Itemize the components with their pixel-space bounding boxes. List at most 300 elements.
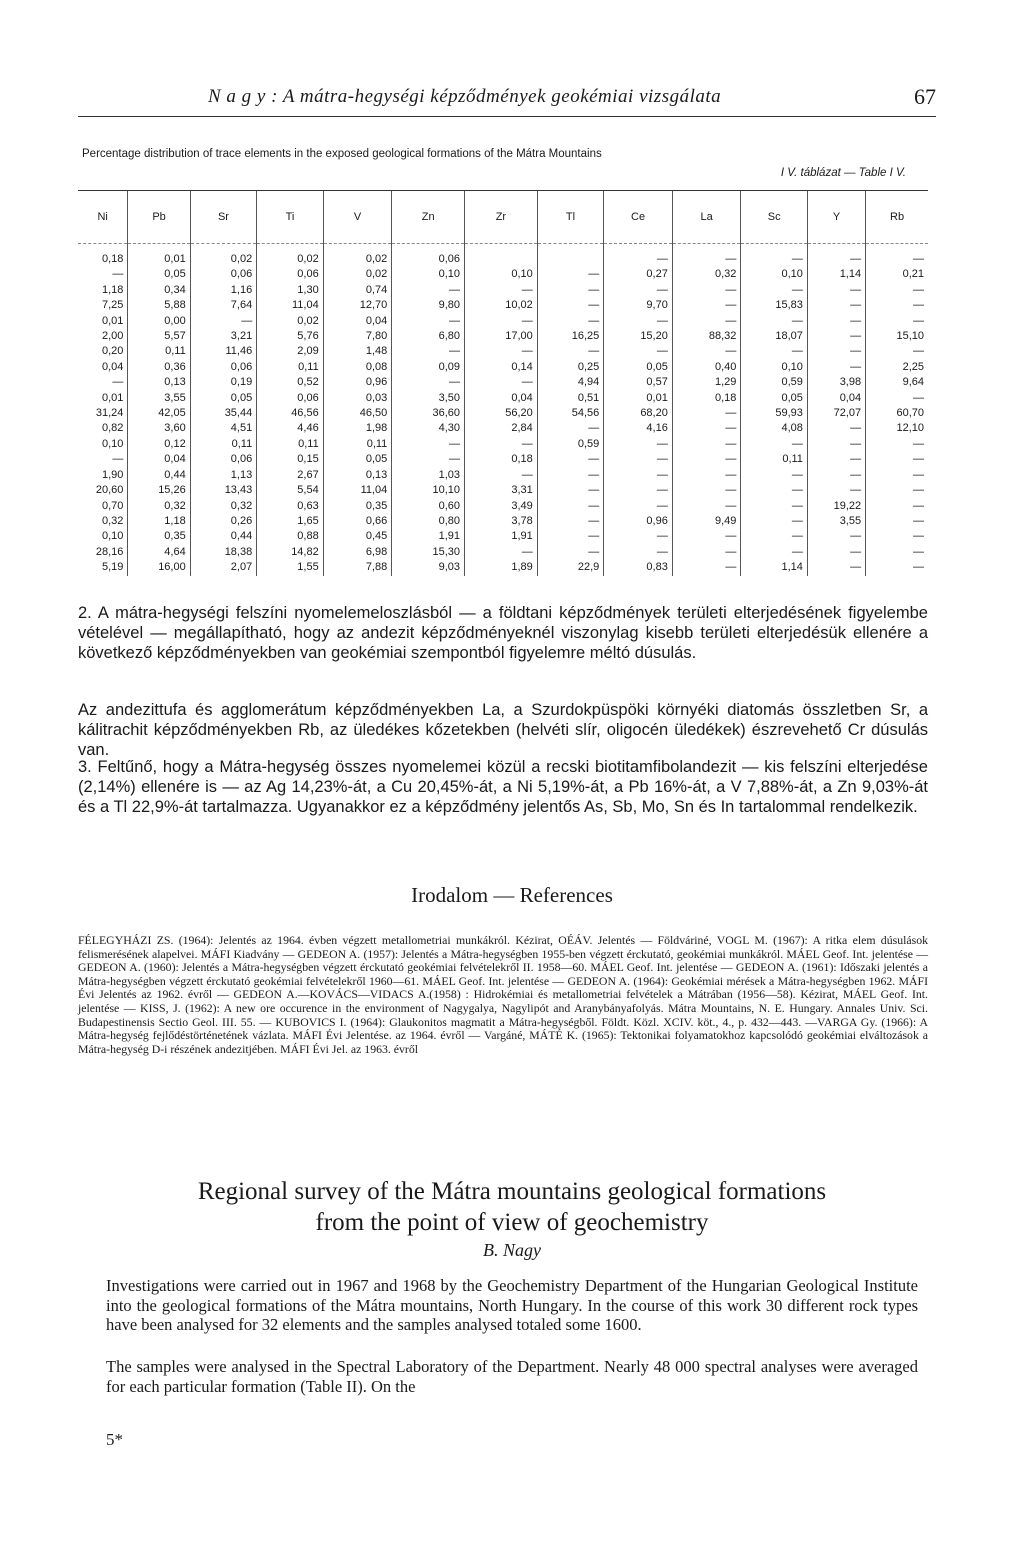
table-cell: 18,07 — [741, 329, 808, 344]
table-cell: 1,03 — [392, 468, 465, 483]
table-cell: 60,70 — [866, 406, 928, 421]
table-cell: 0,01 — [128, 244, 190, 268]
table-cell: — — [604, 499, 673, 514]
table-cell: 0,06 — [190, 267, 257, 282]
table-cell: 17,00 — [465, 329, 538, 344]
table-cell: 14,82 — [257, 545, 324, 560]
table-cell: 0,06 — [190, 452, 257, 467]
table-cell: 10,02 — [465, 298, 538, 313]
table-cell: 0,04 — [807, 391, 865, 406]
table-cell: 3,31 — [465, 483, 538, 498]
table-row — [78, 391, 928, 406]
table-cell: 1,48 — [323, 344, 392, 359]
table-cell: 1,89 — [465, 560, 538, 575]
table-cell: — — [392, 344, 465, 359]
table-cell: — — [741, 283, 808, 298]
table-cell: 2,07 — [190, 560, 257, 575]
table-cell: 2,84 — [465, 421, 538, 436]
table-row — [78, 267, 928, 282]
table-cell: 0,27 — [604, 267, 673, 282]
table-cell: — — [807, 560, 865, 575]
table-cell: 0,01 — [604, 391, 673, 406]
table-cell: — — [537, 267, 604, 282]
table-cell: — — [112, 376, 124, 389]
table-cell: — — [866, 468, 928, 483]
table-cell: — — [604, 314, 673, 329]
table-cell: 0,11 — [257, 360, 324, 375]
table-cell: 9,64 — [866, 375, 928, 390]
table-row — [78, 344, 928, 359]
table-row — [78, 406, 928, 421]
table-cell: — — [807, 437, 865, 452]
table-number: I V. táblázat — Table I V. — [780, 167, 906, 179]
table-row — [78, 545, 928, 560]
table-cell: 7,80 — [323, 329, 392, 344]
table-cell: — — [741, 437, 808, 452]
table-cell: 2,25 — [866, 360, 928, 375]
table-cell: 0,01 — [101, 391, 124, 404]
table-cell: 0,36 — [128, 360, 190, 375]
table-cell: — — [866, 437, 928, 452]
table-cell: — — [807, 529, 865, 544]
table-cell: — — [604, 468, 673, 483]
table-cell: 0,04 — [101, 360, 124, 373]
table-cell: 1,98 — [323, 421, 392, 436]
table-cell: — — [807, 468, 865, 483]
table-cell: — — [741, 545, 808, 560]
table-cell: 12,70 — [323, 298, 392, 313]
table-cell: 16,25 — [537, 329, 604, 344]
table-cell: 0,02 — [257, 244, 324, 268]
table-row — [78, 283, 928, 298]
table-cell: 19,22 — [807, 499, 865, 514]
paragraph-hu-2: Az andezittufa és agglomerátum képződményekben La, a Szurdokpüspöki környéki diatomás összletben Sr, a kálitrachit képződményekben Rb, az üledékes kőzetekben (helvéti slír, oligocén üledékek) észrevehető Cr dúsulás van. — [78, 701, 928, 759]
table-cell: — — [537, 344, 604, 359]
table-cell: 0,32 — [128, 499, 190, 514]
table-cell: — — [537, 283, 604, 298]
table-cell: 0,74 — [323, 283, 392, 298]
table-cell: 5,54 — [257, 483, 324, 498]
table-cell: 1,13 — [190, 468, 257, 483]
table-cell: 0,02 — [257, 314, 324, 329]
table-cell: — — [807, 283, 865, 298]
table-cell: — — [807, 314, 865, 329]
table-cell: 0,51 — [537, 391, 604, 406]
table-row — [78, 298, 928, 313]
page-number: 67 — [914, 84, 936, 109]
table-cell: 0,03 — [323, 391, 392, 406]
table-cell: — — [465, 314, 538, 329]
table-cell: — — [672, 483, 741, 498]
table-cell: 2,00 — [101, 330, 124, 343]
table-cell: 0,96 — [604, 514, 673, 529]
table-cell: 0,57 — [604, 375, 673, 390]
table-cell: 68,20 — [604, 406, 673, 421]
table-cell: 42,05 — [128, 406, 190, 421]
table-cell: 1,91 — [392, 529, 465, 544]
table-cell: — — [741, 344, 808, 359]
table-cell: 0,25 — [537, 360, 604, 375]
table-cell: 0,01 — [101, 314, 124, 327]
table-cell: — — [866, 514, 928, 529]
table-cell: 1,65 — [257, 514, 324, 529]
table-cell: — — [807, 329, 865, 344]
table-cell: 15,10 — [866, 329, 928, 344]
table-cell: 88,32 — [672, 329, 741, 344]
table-cell: — — [672, 560, 741, 575]
table-cell: 7,64 — [190, 298, 257, 313]
table-row — [78, 421, 928, 436]
table-cell: — — [807, 452, 865, 467]
column-header: Rb — [866, 191, 928, 244]
table-cell: — — [741, 514, 808, 529]
english-title-line-1: Regional survey of the Mátra mountains geological formations — [197, 1178, 827, 1205]
running-title: N a g y : A mátra-hegységi képződmények geokémiai vizsgálata — [208, 86, 722, 107]
table-row — [78, 529, 928, 544]
table-cell: 1,30 — [257, 283, 324, 298]
references-heading: Irodalom — References — [411, 883, 613, 907]
table-cell: — — [392, 437, 465, 452]
table-cell: 0,10 — [392, 267, 465, 282]
table-cell: — — [672, 452, 741, 467]
column-header: Ce — [604, 191, 673, 244]
table-cell: 59,93 — [741, 406, 808, 421]
table-cell: 6,80 — [392, 329, 465, 344]
table-cell: 0,06 — [392, 244, 465, 268]
table-cell: — — [604, 483, 673, 498]
table-cell: — — [465, 468, 538, 483]
table-cell: 0,10 — [741, 267, 808, 282]
table-cell: 0,35 — [323, 499, 392, 514]
table-cell: 0,11 — [257, 437, 324, 452]
table-cell: 20,60 — [95, 484, 124, 497]
table-cell: 0,59 — [741, 375, 808, 390]
table-cell: 0,04 — [465, 391, 538, 406]
column-header: La — [672, 191, 741, 244]
table-cell: 0,10 — [465, 267, 538, 282]
table-cell: — — [866, 391, 928, 406]
table-cell: 1,16 — [190, 283, 257, 298]
references-text: FÉLEGYHÁZI ZS. (1964): Jelentés az 1964. évben végzett metallometriai munkákról. Kézirat, OÉÁV. Jelentés — Földváriné, VOGL M. (1967): A ritka elem dúsulások felismerésének alapelvei. MÁFI Kiadvány — GEDEON A. (1957): Jelentés a Mátra-hegységben 1955-ben végzett érckutató, geokémiai munkákról. MÁEL Geof. Int. jelentése — GEDEON A. (1960): Jelentés a Mátra-hegységben végzett érckutató geokémiai felvételekről II. 1958—60. MÁEL Geof. Int. jelentése — GEDEON A. (1961): Időszaki jelentés a Mátra-hegységben végzett érckutató geokémiai felvételekről 1960—61. MÁEL Geof. Int. jelentése — GEDEON A. (1964): Geokémiai mérések a Mátra-hegységben 1962. MÁFI Évi Jelentés az 1962. évről — GEDEON A.—KOVÁCS—VIDACS A.(1958) : Hidrokémiai és metallometriai felvételek a Mátrában (1956—58). Kézirat, MÁEL Geof. Int. jelentése — KISS, J. (1962): A new ore occurence in the environment of Nagygalya, Nagylipót and Aranybányafolyás. Mátra Mountains, N. E. Hungary. Annales Univ. Sci. Budapestinensis Sectio Geol. III. 55. — KUBOVICS I. (1964): Glaukonitos magmatit a Mátra-hegységből. Földt. Közl. XCIV. köt., 4., p. 432—443. —VARGA Gy. (1966): A Mátra-hegység fejlődéstörténetének vázlata. MÁFI Évi Jelentése. az 1964. évről — Vargáné, MÁTÉ K. (1965): Tektonikai folyamatokhoz kapcsolódó geokémiai elváltozások a Mátra-hegység D-i részének andezitjében. MÁFI Évi Jel. az 1963. évről — [78, 933, 928, 1056]
table-cell: — — [537, 545, 604, 560]
table-cell: 0,12 — [128, 437, 190, 452]
table-cell: — — [112, 453, 124, 466]
column-header: V — [323, 191, 392, 244]
table-cell: 0,20 — [101, 345, 124, 358]
table-cell: 10,10 — [392, 483, 465, 498]
paragraph-en-2: The samples were analysed in the Spectral Laboratory of the Department. Nearly 48 000 spectral analyses were averaged for each particular formation (Table II). On the — [106, 1357, 918, 1396]
table-cell: — — [537, 314, 604, 329]
table-cell: 0,26 — [190, 514, 257, 529]
table-cell — [465, 244, 538, 268]
table-cell: 3,55 — [807, 514, 865, 529]
table-cell: — — [672, 406, 741, 421]
table-cell: 0,02 — [323, 244, 392, 268]
column-header: Zn — [392, 191, 465, 244]
table-cell: — — [604, 344, 673, 359]
table-cell: — — [604, 283, 673, 298]
table-cell: 2,67 — [257, 468, 324, 483]
table-cell: 0,06 — [190, 360, 257, 375]
table-cell: — — [465, 283, 538, 298]
table-cell: 1,91 — [465, 529, 538, 544]
table-cell: 0,88 — [257, 529, 324, 544]
table-cell: — — [604, 545, 673, 560]
table-cell: 54,56 — [537, 406, 604, 421]
table-cell: 0,10 — [101, 530, 124, 543]
table-cell: 0,05 — [128, 267, 190, 282]
table-cell: 1,18 — [128, 514, 190, 529]
table-cell: — — [866, 298, 928, 313]
table-cell: — — [392, 283, 465, 298]
table-cell: 0,18 — [672, 391, 741, 406]
table-cell: 0,09 — [392, 360, 465, 375]
table-cell: 3,60 — [128, 421, 190, 436]
table-cell: — — [672, 283, 741, 298]
table-cell: — — [190, 314, 257, 329]
table-cell: — — [866, 499, 928, 514]
table-cell: 72,07 — [807, 406, 865, 421]
table-cell: 4,46 — [257, 421, 324, 436]
table-cell: 46,50 — [323, 406, 392, 421]
table-row — [78, 499, 928, 514]
table-cell: 4,64 — [128, 545, 190, 560]
table-cell: — — [807, 545, 865, 560]
table-cell: 0,21 — [866, 267, 928, 282]
table-cell: 1,14 — [741, 560, 808, 575]
table-cell: — — [537, 421, 604, 436]
table-cell: 0,44 — [190, 529, 257, 544]
table-cell: 6,98 — [323, 545, 392, 560]
table-row — [78, 314, 928, 329]
table-cell: 0,05 — [741, 391, 808, 406]
table-cell: 4,16 — [604, 421, 673, 436]
table-row — [78, 244, 928, 268]
table-cell: — — [807, 483, 865, 498]
table-cell: — — [465, 545, 538, 560]
table-cell: 9,70 — [604, 298, 673, 313]
table-cell: — — [866, 283, 928, 298]
table-cell: — — [537, 468, 604, 483]
paragraph-hu-1: 2. A mátra-hegységi felszíni nyomelemeloszlásból — a földtani képződmények területi elterjedésének figyelembe vételével — megállapítható, hogy az andezit képződményeknél viszonylag kisebb területi elterjedésük ellenére a következő képződményekben van geokémiai szempontból figyelemre méltó dúsulás. — [78, 604, 928, 662]
table-row — [78, 452, 928, 467]
table-cell: 0,32 — [672, 267, 741, 282]
table-cell: 3,98 — [807, 375, 865, 390]
table-cell: — — [866, 244, 928, 268]
table-cell: 0,40 — [672, 360, 741, 375]
table-cell: — — [537, 452, 604, 467]
table-cell: — — [866, 529, 928, 544]
table-cell: — — [465, 375, 538, 390]
table-cell: 0,19 — [190, 375, 257, 390]
column-header: Zr — [465, 191, 538, 244]
table-cell: 0,08 — [323, 360, 392, 375]
table-row — [78, 329, 928, 344]
table-cell: 0,13 — [128, 375, 190, 390]
table-cell: 5,57 — [128, 329, 190, 344]
table-row — [78, 483, 928, 498]
english-title — [0, 1176, 1024, 1238]
table-cell: — — [741, 468, 808, 483]
table-cell: — — [672, 421, 741, 436]
table-cell: — — [807, 421, 865, 436]
table-cell: 15,30 — [392, 545, 465, 560]
table-cell: — — [807, 244, 865, 268]
table-cell: — — [465, 437, 538, 452]
table-cell: 0,10 — [101, 437, 124, 450]
table-cell: 9,03 — [392, 560, 465, 575]
table-cell: 11,46 — [190, 344, 257, 359]
table-cell: — — [392, 452, 465, 467]
table-cell: — — [604, 244, 673, 268]
table-cell: 3,49 — [465, 499, 538, 514]
table-row — [78, 360, 928, 375]
table-cell: 2,09 — [257, 344, 324, 359]
table-cell: 0,14 — [465, 360, 538, 375]
table-cell: — — [604, 452, 673, 467]
table-cell: 0,05 — [604, 360, 673, 375]
english-title-line-2: from the point of view of geochemistry — [315, 1209, 709, 1236]
table-cell: — — [672, 529, 741, 544]
table-cell: — — [741, 529, 808, 544]
table-cell: — — [392, 314, 465, 329]
table-cell: — — [672, 437, 741, 452]
table-cell: — — [672, 298, 741, 313]
table-cell: 4,30 — [392, 421, 465, 436]
author: B. Nagy — [483, 1240, 541, 1260]
table-cell: 3,78 — [465, 514, 538, 529]
table-row — [78, 514, 928, 529]
table-cell: 3,55 — [128, 391, 190, 406]
table-cell: 4,94 — [537, 375, 604, 390]
table-cell: 5,88 — [128, 298, 190, 313]
table-cell: 22,9 — [537, 560, 604, 575]
table-cell: 3,50 — [392, 391, 465, 406]
table-cell: 0,44 — [128, 468, 190, 483]
table-cell: 9,80 — [392, 298, 465, 313]
paragraph-hu-3: 3. Feltűnő, hogy a Mátra-hegység összes nyomelemei közül a recski biotitamfibolandezit — kis felszíni elterjedése (2,14%) ellenére is — az Ag 14,23%-át, a Cu 20,45%-át, a Ni 5,19%-át, a Pb 16%-át, a V 7,88%-át, a Zn 9,03%-át és a Tl 22,9%-át tartalmazza. Ugyanakkor ez a képződmény jelentős As, Sb, Mo, Sn és In tartalommal rendelkezik. — [78, 758, 928, 816]
table-cell: 9,49 — [672, 514, 741, 529]
table-cell: 0,32 — [190, 499, 257, 514]
table-cell: — — [807, 360, 865, 375]
table-cell: — — [465, 344, 538, 359]
paragraph-en-1: Investigations were carried out in 1967 and 1968 by the Geochemistry Department of the Hungarian Geological Institute into the geological formations of the Mátra mountains, North Hungary. In the course of this work 30 different rock types have been analysed for 32 elements and the samples analysed totaled some 1600. — [106, 1276, 918, 1335]
table-cell: 7,25 — [101, 299, 124, 312]
table-body — [78, 244, 928, 576]
table-cell: 0,63 — [257, 499, 324, 514]
table-cell: 0,04 — [128, 452, 190, 467]
table-cell: 0,83 — [604, 560, 673, 575]
table-cell: — — [741, 314, 808, 329]
table-cell: 31,24 — [95, 407, 124, 420]
table-cell: 0,02 — [323, 267, 392, 282]
column-header: Sc — [741, 191, 808, 244]
column-header: Ni — [78, 191, 128, 244]
table-header-row — [78, 191, 928, 244]
table-cell: — — [537, 529, 604, 544]
table-row — [78, 375, 928, 390]
table-cell: 0,13 — [323, 468, 392, 483]
table-cell: 18,38 — [190, 545, 257, 560]
table-cell: 1,90 — [101, 468, 124, 481]
table-cell: 0,11 — [741, 452, 808, 467]
table-cell: 0,05 — [323, 452, 392, 467]
table-cell: — — [741, 244, 808, 268]
table-cell: 0,11 — [323, 437, 392, 452]
column-header: Y — [807, 191, 865, 244]
table-cell: — — [866, 314, 928, 329]
signature-mark: 5* — [106, 1430, 123, 1449]
table-cell: 0,18 — [101, 253, 124, 265]
table-cell: 1,18 — [101, 283, 124, 296]
table-cell: 4,51 — [190, 421, 257, 436]
table-cell: — — [672, 499, 741, 514]
table-cell: 28,16 — [95, 545, 124, 558]
table-cell: 11,04 — [323, 483, 392, 498]
table-cell: 13,43 — [190, 483, 257, 498]
table-cell: — — [672, 314, 741, 329]
table-cell: 0,06 — [257, 391, 324, 406]
column-header: Pb — [128, 191, 190, 244]
column-header: Tl — [537, 191, 604, 244]
table-cell: 0,02 — [190, 244, 257, 268]
table-cell: 0,15 — [257, 452, 324, 467]
column-header: Sr — [190, 191, 257, 244]
table-cell: — — [672, 545, 741, 560]
table-cell: 1,29 — [672, 375, 741, 390]
table-cell: 0,00 — [128, 314, 190, 329]
table-cell: 0,11 — [128, 344, 190, 359]
table-row — [78, 560, 928, 575]
running-head — [78, 86, 936, 117]
trace-element-table — [78, 190, 928, 576]
table-cell: — — [537, 298, 604, 313]
table-cell: 1,55 — [257, 560, 324, 575]
table-cell: 0,05 — [190, 391, 257, 406]
table-cell: 15,20 — [604, 329, 673, 344]
table-cell: — — [866, 545, 928, 560]
table-cell: 0,45 — [323, 529, 392, 544]
table-cell: 0,52 — [257, 375, 324, 390]
table-cell: — — [866, 483, 928, 498]
table-cell: — — [672, 468, 741, 483]
table-cell: — — [604, 529, 673, 544]
table-cell: 56,20 — [465, 406, 538, 421]
table-cell: — — [741, 499, 808, 514]
table-caption: Percentage distribution of trace elements in the exposed geological formations of the Mátra Mountains — [82, 148, 602, 160]
table-cell: 0,06 — [257, 267, 324, 282]
table-cell: 11,04 — [257, 298, 324, 313]
table-cell: 5,76 — [257, 329, 324, 344]
table-cell: 0,11 — [190, 437, 257, 452]
table-cell: — — [537, 483, 604, 498]
table-cell: 4,08 — [741, 421, 808, 436]
table-cell: — — [866, 344, 928, 359]
table-cell: — — [604, 437, 673, 452]
table-cell: 0,59 — [537, 437, 604, 452]
table-cell: 0,66 — [323, 514, 392, 529]
table-cell: — — [807, 344, 865, 359]
table-cell: 36,60 — [392, 406, 465, 421]
table-cell: 0,04 — [323, 314, 392, 329]
table-cell: — — [112, 268, 124, 281]
table-cell: 0,35 — [128, 529, 190, 544]
table-cell: — — [392, 375, 465, 390]
table-cell: — — [866, 560, 928, 575]
table-cell: 0,70 — [101, 499, 124, 512]
table-cell: 0,34 — [128, 283, 190, 298]
table-cell: 0,18 — [465, 452, 538, 467]
